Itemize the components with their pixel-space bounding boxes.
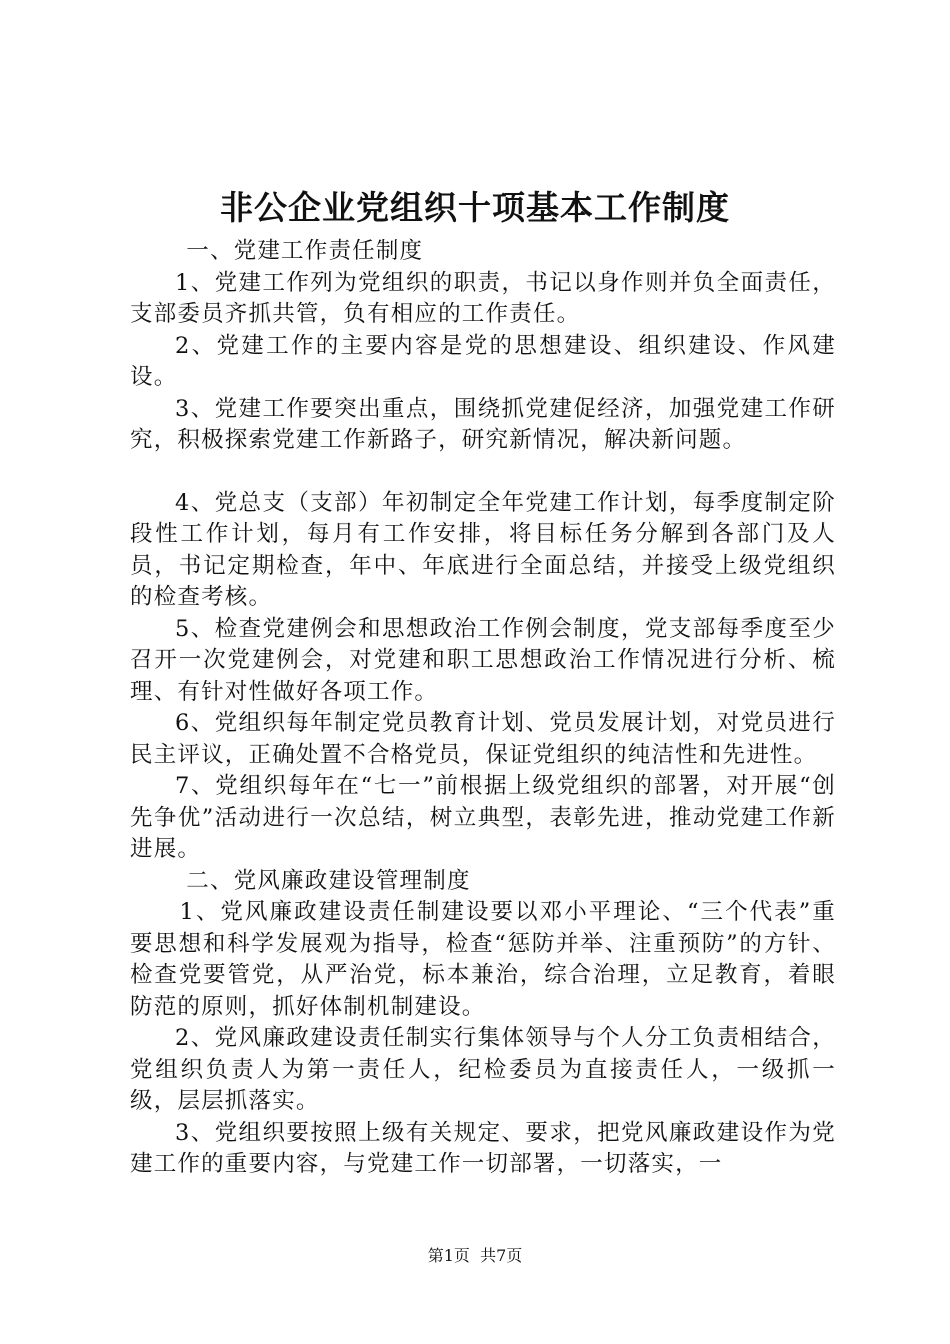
paragraph-1-3: 3、党建工作要突出重点，围绕抓党建促经济，加强党建工作研究，积极探索党建工作新路子，研究新情况，解决新问题。 — [130, 395, 836, 453]
section-heading-2: 二、党风廉政建设管理制度 — [186, 867, 471, 894]
page-footer — [0, 1245, 950, 1267]
paragraph-1-5: 5、检查党建例会和思想政治工作例会制度，党支部每季度至少召开一次党建例会，对党建和职工思想政治工作情况进行分析、梳理、有针对性做好各项工作。 — [130, 615, 836, 705]
paragraph-2-2: 2、党风廉政建设责任制实行集体领导与个人分工负责相结合，党组织负责人为第一责任人，纪检委员为直接责任人，一级抓一级，层层抓落实。 — [130, 1025, 836, 1114]
paragraph-1-7: 7、党组织每年在“七一”前根据上级党组织的部署，对开展“创先争优”活动进行一次总结，树立典型，表彰先进，推动党建工作新进展。 — [130, 773, 836, 862]
document-title: 非公企业党组织十项基本工作制度 — [220, 188, 730, 227]
page-total: 共7页 — [480, 1246, 523, 1265]
paragraph-2-3: 3、党组织要按照上级有关规定、要求，把党风廉政建设作为党建工作的重要内容，与党建工作一切部署，一切落实，一 — [130, 1119, 836, 1177]
paragraph-2-1: 1、党风廉政建设责任制建设要以邓小平理论、“三个代表”重要思想和科学发展观为指导，检查“惩防并举、注重预防”的方针、检查党要管党，从严治党，标本兼治，综合治理，立足教育，着眼防范的原则，抓好体制机制建设。 — [130, 899, 836, 1020]
paragraph-1-1: 1、党建工作列为党组织的职责，书记以身作则并负全面责任，支部委员齐抓共管，负有相应的工作责任。 — [130, 269, 836, 327]
document-body — [130, 236, 836, 1181]
paragraph-1-4: 4、党总支（支部）年初制定全年党建工作计划，每季度制定阶段性工作计划，每月有工作安排，将目标任务分解到各部门及人员，书记定期检查，年中、年底进行全面总结，并接受上级党组织的检查考核。 — [130, 489, 836, 610]
page-number: 第1页 — [427, 1246, 470, 1265]
paragraph-1-2: 2、党建工作的主要内容是党的思想建设、组织建设、作风建设。 — [130, 332, 836, 390]
paragraph-1-6: 6、党组织每年制定党员教育计划、党员发展计划，对党员进行民主评议，正确处置不合格党员，保证党组织的纯洁性和先进性。 — [130, 710, 836, 768]
section-heading-1: 一、党建工作责任制度 — [186, 238, 424, 264]
